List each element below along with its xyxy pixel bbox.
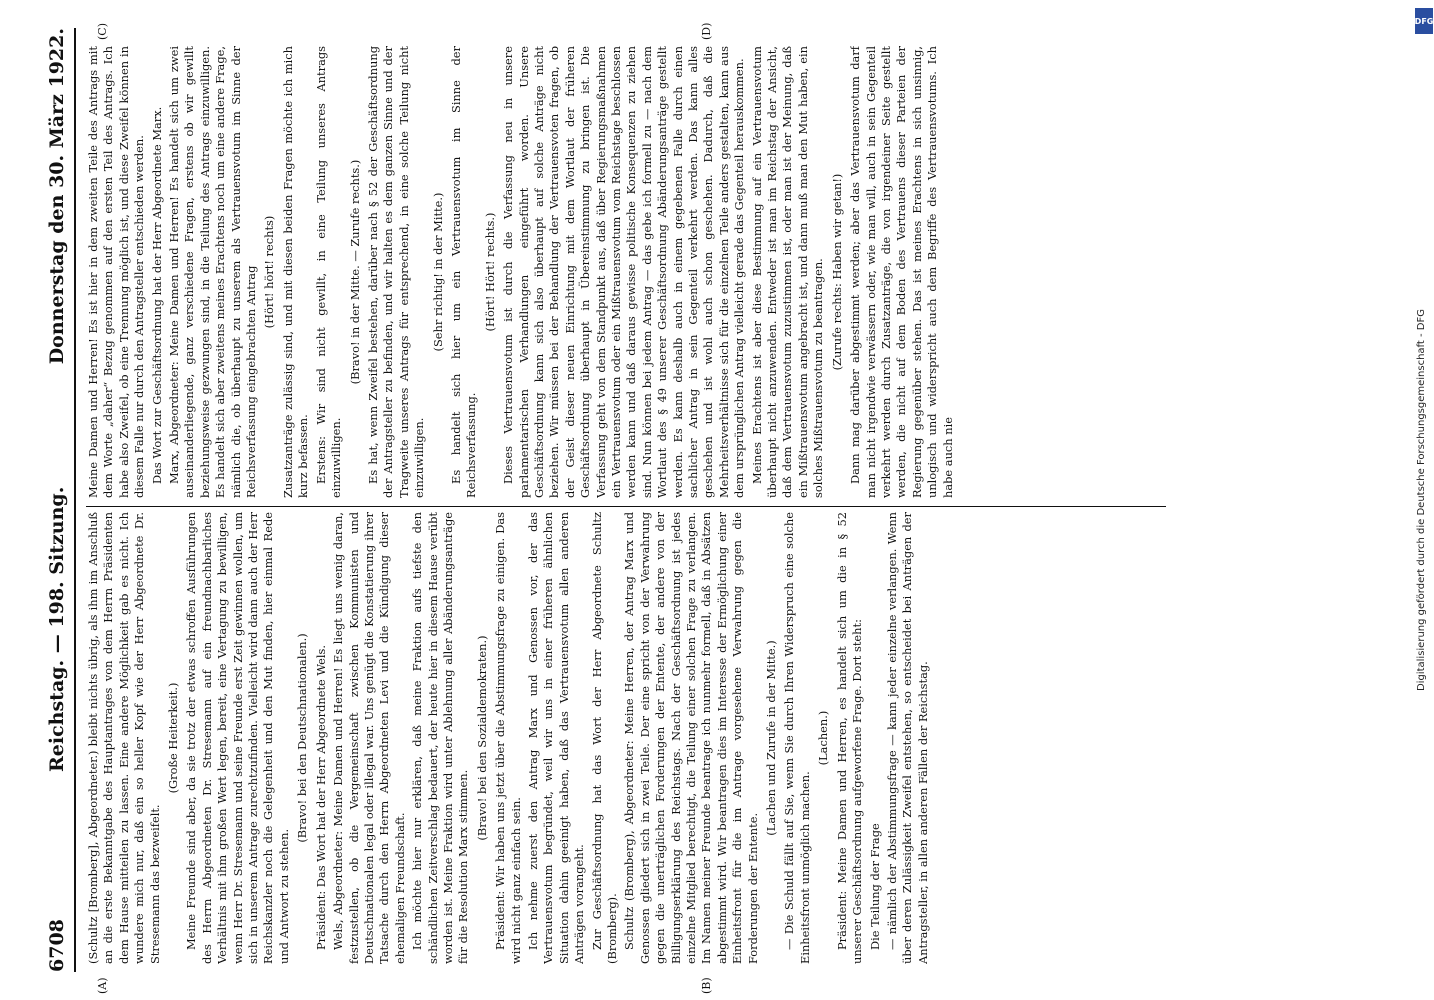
paragraph: Meine Damen und Herren! Es ist hier in dem zweiten Teile des Antrags mit dem Worte „daher“ Bezug genommen auf den ersten Teil des Antrags. Ich habe also Zweifel, ob eine Trennung möglich ist, und diese Zweifel können in diesem Falle nur durch den Antragsteller entschieden werden. xyxy=(86,46,147,498)
page-number: 6708 xyxy=(46,919,68,972)
paragraph: Es hat, wenn Zweifel bestehen, darüber nach § 52 der Geschäftsordnung der Antragsteller zu befinden, und wir halten es dem ganzen Sinne und der Tragweite unseres Antrags für entsprechend, in eine solche Teilung nicht einzuwilligen. xyxy=(365,46,427,498)
paragraph: Das Wort zur Geschäftsordnung hat der Herr Abgeordnete Marx. xyxy=(149,106,164,484)
dfg-logo: DFG xyxy=(1415,8,1433,34)
paragraph: (Schultz [Bromberg], Abgeordneter.) bleibt nichts übrig, als ihm im Anschluß an die erste Bekanntgabe des Hauptantrages von dem Herrn Präsidenten dem Hause mitteilen zu lassen. Eine andere Möglichkeit gab es nicht. Ich wundere mich nur, daß ein so heller Kopf wie der Herr Abgeordnete Dr. Stresemann das bezweifelt. xyxy=(86,512,162,964)
stage-direction: (Hört! Hört! rechts.) xyxy=(482,212,497,332)
paragraph: Ich nehme zuerst den Antrag Marx und Genossen vor, der das Vertrauensvotum begründet, weil wir uns in einer früheren ähnlichen Situation dahin geeinigt haben, daß das Vertrauensvotum allen anderen Anträgen vorangeht. xyxy=(525,512,587,964)
stage-direction: (Bravo! bei den Deutschnationalen.) xyxy=(295,633,310,843)
margin-mark-b: (B) xyxy=(700,977,713,994)
paragraph: Zusatzanträge zulässig sind, und mit diesen beiden Fragen möchte ich mich kurz befassen. xyxy=(280,46,311,498)
left-column xyxy=(86,512,1166,964)
quote-line: Die Teilung der Frage xyxy=(867,823,882,950)
paragraph: Erstens: Wir sind nicht gewillt, in eine Teilung unseres Antrags einzuwilligen. xyxy=(313,46,344,498)
credit-text: Digitalisierung gefördert durch die Deutsche Forschungsgemeinschaft - DFG xyxy=(1416,309,1427,692)
paragraph: Es handelt sich hier um ein Vertrauensvotum im Sinne der Reichsverfassung. xyxy=(448,46,479,498)
right-column xyxy=(86,46,1166,498)
stage-direction: (Zurufe rechts: Haben wir getan!) xyxy=(829,173,844,371)
margin-mark-d: (D) xyxy=(700,22,713,40)
paragraph: Präsident: Das Wort hat der Herr Abgeordnete Wels. xyxy=(313,644,328,950)
column-divider xyxy=(86,506,1166,507)
paragraph: Schultz (Bromberg), Abgeordneter: Meine Herren, der Antrag Marx und Genossen gliedert sich in zwei Teile. Der eine spricht von der Verwahrung gegen die unerträglichen Forderungen der Entente, der andere von der Billigungserklärung des Reichstags. Nach der Geschäftsordnung ist jedes einzelne Mitglied berechtigt, die Teilung einer solchen Frage zu verlangen. Im Namen meiner Freunde beantrage ich nunmehr formell, daß in Absätzen abgestimmt wird. Wir beantragen dies im Interesse der Ermöglichung einer Einheitsfront für die im Antrage vorgesehene Verwahrung gegen die Forderungen der Entente. xyxy=(622,512,760,964)
paragraph: Wels, Abgeordneter: Meine Damen und Herren! Es liegt uns wenig daran, festzustellen, ob die Vergemeinschaft zwischen Kommunisten und Deutschnationalen legal oder illegal war. Uns genügt die Konstatierung ihrer Tatsache durch den Herrn Abgeordneten Levi und die Kündigung dieser ehemaligen Freundschaft. xyxy=(331,512,407,964)
paragraph: Dann mag darüber abgestimmt werden; aber das Vertrauensvotum darf man nicht irgendwie verwässern oder, wie man will, auch in sein Gegenteil verkehrt werden durch Zusatzanträge, die von irgendeiner Seite gestellt werden, die nicht auf dem Boden des Vertrauens dieser Parteien der Regierung gegenüber stehen. Das ist meines Erachtens in sich unsinnig, unlogisch und widerspricht auch dem Begriffe des Vertrauensvotums. Ich habe auch nie xyxy=(848,46,955,498)
stage-direction: (Lachen und Zurufe in der Mitte.) xyxy=(764,640,779,836)
paragraph: Marx, Abgeordneter: Meine Damen und Herren! Es handelt sich um zwei auseinanderliegende, ganz verschiedene Fragen, erstens ob wir gewillt beziehungsweise gezwungen sind, in die Teilung des Antrags einzuwilligen. Es handelt sich aber zweitens meines Erachtens noch um eine andere Frage, nämlich die, ob überhaupt zu unserem als Vertrauensvotum im Sinne der Reichsverfassung eingebrachten Antrag xyxy=(167,46,259,498)
paragraph: Meines Erachtens ist aber diese Bestimmung auf ein Vertrauensvotum überhaupt nicht anzuwenden. Entweder ist man im Reichstag der Ansicht, daß dem Vertrauensvotum zuzustimmen ist, oder man ist der Meinung, daß ein Mißtrauensvotum angebracht ist, und dann muß man den Mut haben, ein solches Mißtrauensvotum zu beantragen. xyxy=(749,46,826,498)
paragraph: Präsident: Wir haben uns jetzt über die Abstimmungsfrage zu einigen. Das wird nicht ganz einfach sein. xyxy=(493,512,523,964)
session-date: Donnerstag den 30. März 1922. xyxy=(46,28,68,365)
paragraph: Ich möchte hier nur erklären, daß meine Fraktion aufs tiefste den schändlichen Zeitverschlag bedauert, der heute hier in diesem Hause verübt worden ist. Meine Fraktion wird unter Ablehnung aller Abänderungsanträge für die Resolution Marx stimmen. xyxy=(410,512,471,964)
session-title: Reichstag. — 198. Sitzung. xyxy=(46,486,68,772)
stage-direction: (Bravo! bei den Sozialdemokraten.) xyxy=(474,635,489,841)
stage-direction: (Hört! hört! rechts) xyxy=(262,215,277,329)
stage-direction: (Sehr richtig! in der Mitte.) xyxy=(430,192,445,352)
stage-direction: (Große Heiterkeit.) xyxy=(166,682,181,794)
margin-mark-a: (A) xyxy=(96,977,109,994)
paragraph: Dieses Vertrauensvotum ist durch die Verfassung neu in unsere parlamentarischen Verhandlungen eingeführt worden. Unsere Geschäftsordnung kann sich also überhaupt auf solche Anträge nicht beziehen. Wir müssen bei der Behandlung der Vertrauensvoten fragen, ob der Geist dieser neuen Einrichtung mit dem Wortlaut der früheren Geschäftsordnung überhaupt in Übereinstimmung zu bringen ist. Die Verfassung geht von dem Standpunkt aus, daß über Regierungsmaßnahmen ein Vertrauensvotum oder ein Mißtrauensvotum vom Reichstage beschlossen werden kann und daß daraus gewisse politische Konsequenzen zu ziehen sind. Nun können bei jedem Antrag — das gebe ich formell zu — nach dem Wortlaut des § 49 unserer Geschäftsordnung Abänderungsanträge gestellt werden. Es kann deshalb auch in einem gegebenen Falle durch einen sachlicher Antrag in sein Gegenteil verkehrt werden. Das kann alles geschehen und ist wohl auch schon geschehen. Dadurch, daß die Mehrheitsverhältnisse sich für die einzelnen Teile anders gestalten, kann aus dem ursprünglichen Antrag vielleicht gerade das Gegenteil herauskommen. xyxy=(501,46,747,498)
paragraph: Zur Geschäftsordnung hat das Wort der Herr Abgeordnete Schultz (Bromberg). xyxy=(589,512,619,964)
stage-direction: (Bravo! in der Mitte. — Zurufe rechts.) xyxy=(347,159,362,385)
quote-line: — nämlich der Abstimmungsfrage — kann jeder einzelne verlangen. Wenn über deren Zulässigkeit Zweifel entstehen, so entscheidet bei Anträgen der Antragsteller, in allen anderen Fällen der Reichstag. xyxy=(884,512,930,964)
paragraph: — Die Schuld fällt auf Sie, wenn Sie durch Ihren Widerspruch eine solche Einheitsfront unmöglich machen. xyxy=(782,512,812,964)
digitization-credit xyxy=(1409,0,1434,1000)
paragraph: Meine Freunde sind aber, da sie trotz der etwas schroffen Ausführungen des Herrn Abgeordneten Dr. Stresemann auf ein freundnachbarliches Verhältnis mit ihm großen Wert legen, bereit, eine Vertagung zu bewilligen, wenn Herr Dr. Stresemann und seine Freunde erst Zeit gewinnen wollen, um sich in unserem Antrage zurechtzufinden. Vielleicht wird dann auch der Herr Reichskanzler noch die Gelegenheit und den Mut finden, hier einmal Rede und Antwort zu stehen. xyxy=(184,512,291,964)
margin-mark-c: (C) xyxy=(96,23,109,40)
paragraph: Präsident: Meine Damen und Herren, es handelt sich um die in § 52 unserer Geschäftsordnung aufgeworfene Frage. Dort steht: xyxy=(834,512,865,964)
stage-direction: (Lachen.) xyxy=(816,710,831,766)
page-header xyxy=(40,28,76,972)
